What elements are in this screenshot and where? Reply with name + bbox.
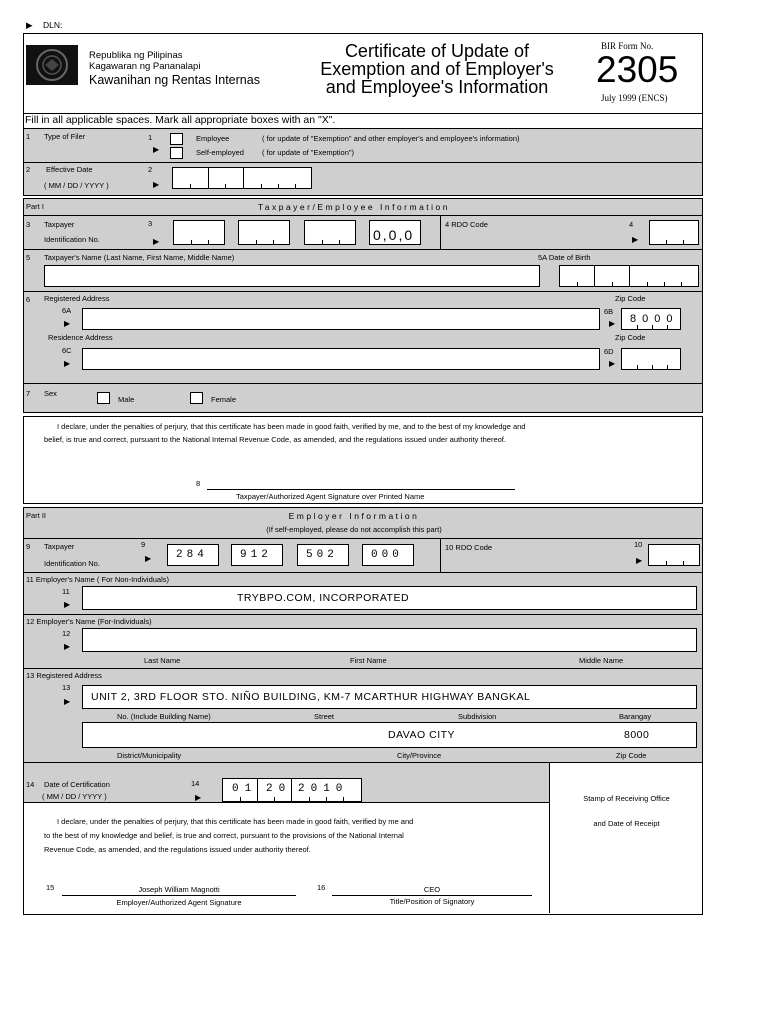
employer-address-field[interactable] [82, 685, 697, 709]
stamp-line1: Stamp of Receiving Office [583, 794, 670, 803]
employer-tin2-field[interactable] [231, 544, 283, 566]
city-value: DAVAO CITY [388, 729, 456, 741]
item14-arrow-icon: ▶ [195, 793, 202, 802]
col-zip: Zip Code [616, 751, 647, 760]
title-line3: and Employee's Information [325, 77, 549, 97]
zip-6b-value: 8000 [630, 313, 679, 325]
item6-num: 6 [26, 295, 31, 304]
employer-rdo-cell [440, 539, 704, 572]
item12-sub: 12 [62, 629, 71, 638]
employer-signature-label: Employer/Authorized Agent Signature [116, 898, 242, 907]
item7-row [24, 383, 702, 412]
part2-header [24, 508, 702, 538]
item5-label: Taxpayer's Name (Last Name, First Name, Middle Name) [44, 253, 235, 262]
item13-arrow-icon: ▶ [64, 697, 71, 706]
part1-title: Taxpayer/Employee Information [257, 202, 451, 212]
tin-part3-field[interactable] [304, 220, 356, 245]
item9-row [24, 538, 702, 572]
item9-num: 9 [26, 542, 31, 551]
col-middle-name: Middle Name [579, 656, 624, 665]
item6d-arrow-icon: ▶ [609, 359, 616, 368]
signatory-title: CEO [423, 885, 441, 894]
declaration1-line1: I declare, under the penalties of perjury, that this certificate has been made in good faith, verified by me, and to the best of my knowledge and [57, 422, 526, 431]
declaration2-line1: I declare, under the penalties of perjury, that this certificate has been made in good faith, verified by me and [57, 817, 414, 826]
title-line2: Exemption and of Employer's [320, 59, 554, 79]
item12-row [24, 614, 702, 668]
item6d-sub: 6D [604, 347, 614, 356]
taxpayer-signature-line[interactable] [207, 489, 515, 490]
self-employed-checkbox[interactable] [170, 147, 183, 159]
date-yyyy-value: 2010 [298, 783, 349, 795]
item5-num: 5 [26, 253, 31, 262]
employer-tin1-value: 284 [176, 549, 208, 561]
form-header [23, 33, 703, 113]
employee-label: Employee [196, 134, 230, 143]
item14-row [24, 763, 549, 803]
item11-label: 11 Employer's Name ( For Non-Individuals) [26, 575, 170, 584]
item9-sub: 9 [141, 540, 146, 549]
employer-tin4-value: 000 [371, 549, 403, 561]
tin-branch-field[interactable] [369, 220, 421, 245]
item3-label2: Identification No. [44, 235, 100, 244]
item1-sub: 1 [148, 133, 153, 142]
employee-note: ( for update of "Exemption" and other employer's and employee's information) [262, 134, 520, 143]
registered-address-field[interactable] [82, 308, 600, 330]
gov-line3: Kawanihan ng Rentas Internas [89, 73, 260, 87]
employer-tin2-value: 912 [240, 549, 272, 561]
zip-label-6d: Zip Code [615, 333, 646, 342]
taxpayer-signature-label: Taxpayer/Authorized Agent Signature over Printed Name [236, 492, 425, 501]
dln-marker: ▶ [26, 20, 33, 30]
zip-label-6b: Zip Code [615, 294, 646, 303]
section-part1 [23, 198, 703, 413]
item3-sub: 3 [148, 219, 153, 228]
section-part2 [23, 507, 703, 915]
item4-sub: 4 [629, 220, 634, 229]
rdo-code-field[interactable] [649, 220, 699, 245]
col-last-name: Last Name [144, 656, 181, 665]
item6-row [24, 291, 702, 383]
employer-rdo-field[interactable] [648, 544, 700, 566]
col-subdivision: Subdivision [458, 712, 497, 721]
item13-row [24, 668, 702, 762]
employer-address-value: UNIT 2, 3RD FLOOR STO. NIÑO BUILDING, KM-7 MCARTHUR HIGHWAY BANGKAL [91, 691, 531, 703]
item7-num: 7 [26, 389, 31, 398]
declaration2-line3: Revenue Code, as amended, and the regulations issued under authority thereof. [44, 845, 311, 854]
item1-num: 1 [26, 132, 31, 141]
item2-num: 2 [26, 165, 31, 174]
employer-tin3-value: 502 [306, 549, 338, 561]
col-barangay: Barangay [619, 712, 652, 721]
employer-name-nonindividual-field[interactable] [82, 586, 697, 610]
employer-tin1-field[interactable] [167, 544, 219, 566]
item4-arrow-icon: ▶ [632, 235, 639, 244]
birth-date-field[interactable] [559, 265, 699, 287]
item3-label1: Taxpayer [44, 220, 75, 229]
declaration1-line2: belief, is true and correct, pursuant to the National Internal Revenue Code, as amended, and the regulations issued under authority thereof. [44, 435, 506, 444]
item12-label: 12 Employer's Name (For-Individuals) [26, 617, 152, 626]
item6c-sub: 6C [62, 346, 72, 355]
item13-label: 13 Registered Address [26, 671, 102, 680]
male-checkbox[interactable] [97, 392, 110, 404]
item2-label: Effective Date [46, 165, 93, 174]
item11-sub: 11 [62, 587, 70, 596]
item1-row [24, 128, 702, 162]
residence-label: Residence Address [48, 333, 113, 342]
item10-arrow-icon: ▶ [636, 556, 643, 565]
item6-label: Registered Address [44, 294, 110, 303]
col-number: No. (Include Building Name) [117, 712, 211, 721]
tin-branch-value: 0,0,0 [373, 227, 415, 243]
item14-format: ( MM / DD / YYYY ) [42, 792, 107, 801]
date-dd-value: 20 [266, 783, 292, 795]
item6c-arrow-icon: ▶ [64, 359, 71, 368]
item2-row [24, 162, 702, 195]
item4-label: 4 RDO Code [445, 220, 488, 229]
item10-label: 10 RDO Code [445, 543, 493, 552]
form-date: July 1999 (ENCS) [601, 93, 668, 103]
form-number: 2305 [596, 49, 679, 90]
form-title [292, 42, 582, 96]
part1-label: Part I [26, 202, 44, 211]
item14-sub: 14 [191, 779, 200, 788]
item3-row [24, 215, 702, 249]
bir-logo [26, 45, 78, 85]
col-first-name: First Name [350, 656, 387, 665]
item16-num: 16 [317, 883, 326, 892]
stamp-area [549, 763, 702, 913]
employee-checkbox[interactable] [170, 133, 183, 145]
tin-part1-field[interactable] [173, 220, 225, 245]
part2-title: Employer Information [288, 511, 420, 521]
instruction: Fill in all applicable spaces. Mark all appropriate boxes with an "X". [24, 114, 702, 128]
taxpayer-name-field[interactable] [44, 265, 540, 287]
title-signature-label: Title/Position of Signatory [389, 897, 475, 906]
item6b-arrow-icon: ▶ [609, 319, 616, 328]
gov-line2: Kagawaran ng Pananalapi [89, 61, 201, 72]
tin-part2-field[interactable] [238, 220, 290, 245]
item8-num: 8 [196, 479, 201, 488]
item3-arrow-icon: ▶ [153, 237, 160, 246]
signatory-name: Joseph William Magnotti [138, 885, 220, 894]
self-employed-note: ( for update of "Exemption") [262, 148, 355, 157]
item9-label2: Identification No. [44, 559, 100, 568]
item9-arrow-icon: ▶ [145, 554, 152, 563]
item6a-sub: 6A [62, 306, 72, 315]
item15-num: 15 [46, 883, 55, 892]
declaration2-line2: to the best of my knowledge and belief, is true and correct, pursuant to the provisions of the National Internal [44, 831, 404, 840]
employer-name-value: TRYBPO.COM, INCORPORATED [237, 592, 410, 604]
zip-6d-field[interactable] [621, 348, 681, 370]
part1-header [24, 199, 702, 215]
employer-zip-value: 8000 [624, 729, 650, 741]
certification-date-field[interactable] [222, 778, 362, 802]
form-no-label: BIR Form No. [601, 41, 654, 51]
item2-arrow-icon: ▶ [153, 180, 160, 189]
part2-subtitle: (If self-employed, please do not accomplish this part) [266, 525, 442, 534]
item11-arrow-icon: ▶ [64, 600, 71, 609]
item10-sub: 10 [634, 540, 643, 549]
date-mm-value: 01 [232, 783, 258, 795]
effective-date-field[interactable] [172, 167, 312, 189]
col-street: Street [314, 712, 335, 721]
employer-city-field[interactable] [82, 722, 697, 748]
title-line1: Certificate of Update of [344, 41, 530, 61]
bir-seal-icon [26, 45, 78, 85]
employer-tin3-field[interactable] [297, 544, 349, 566]
stamp-line2: and Date of Receipt [593, 819, 660, 828]
female-label: Female [211, 395, 237, 404]
item5-row [24, 249, 702, 291]
item14-label: Date of Certification [44, 780, 110, 789]
item14-area [24, 762, 702, 914]
item12-arrow-icon: ▶ [64, 642, 71, 651]
item2-sub: 2 [148, 165, 153, 174]
residence-address-field[interactable] [82, 348, 600, 370]
gov-line1: Republika ng Pilipinas [89, 50, 183, 61]
employer-signature-line[interactable] [62, 895, 296, 896]
female-checkbox[interactable] [190, 392, 203, 404]
title-signature-line[interactable] [332, 895, 532, 896]
rdo-cell [440, 216, 704, 249]
self-employed-label: Self-employed [196, 148, 244, 157]
col-district: District/Municipality [117, 751, 182, 760]
employer-tin4-field[interactable] [362, 544, 414, 566]
dln-label: DLN: [43, 20, 63, 30]
part2-label: Part II [26, 511, 47, 520]
item14-num: 14 [26, 780, 35, 789]
item1-arrow-icon: ▶ [153, 145, 160, 154]
item9-label1: Taxpayer [44, 542, 75, 551]
male-label: Male [118, 395, 135, 404]
item6a-arrow-icon: ▶ [64, 319, 71, 328]
item2-format: ( MM / DD / YYYY ) [44, 181, 109, 190]
item6b-sub: 6B [604, 307, 614, 316]
section-declaration1 [23, 416, 703, 504]
item1-label: Type of Filer [44, 132, 86, 141]
item11-row [24, 572, 702, 614]
item5a-label: 5A Date of Birth [538, 253, 591, 262]
item7-label: Sex [44, 389, 57, 398]
section-filer [23, 113, 703, 196]
zip-6b-field[interactable] [621, 308, 681, 330]
employer-name-individual-field[interactable] [82, 628, 697, 652]
item13-sub: 13 [62, 683, 71, 692]
item3-num: 3 [26, 220, 31, 229]
col-city: City/Province [397, 751, 442, 760]
